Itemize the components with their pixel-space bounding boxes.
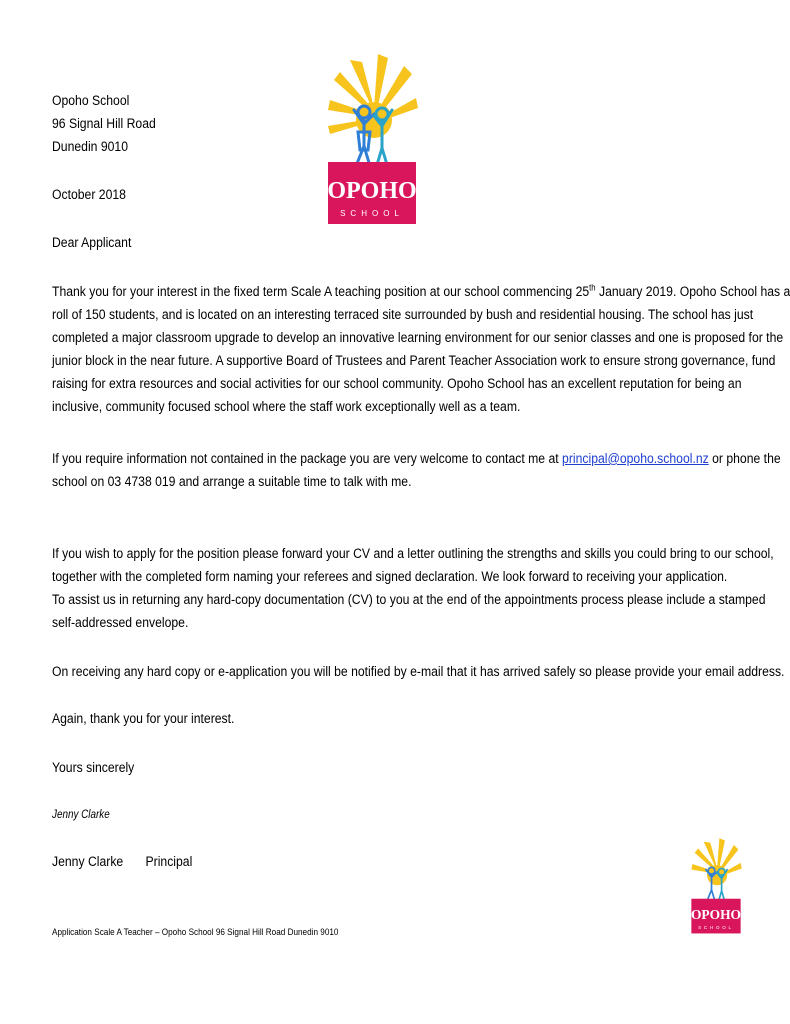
sun-icon — [328, 54, 418, 138]
apply-line3: To assist us in returning any hard-copy documentation (CV) to you at the end of the appointments process please include a stamped — [52, 592, 766, 608]
paragraph-apply — [52, 543, 774, 635]
apply-line1: If you wish to apply for the position please forward your CV and a letter outlining the strengths and skills you could bring to our school, — [52, 546, 774, 562]
logo-subword: SCHOOL — [340, 209, 404, 218]
contact-line2: school on 03 4738 019 and arrange a suitable time to talk with me. — [52, 474, 412, 490]
paragraph-intro — [52, 281, 790, 419]
intro-line4: junior block in the near future. A supportive Board of Trustees and Parent Teacher Association work to ensure strong governance, fund — [52, 353, 776, 369]
closing: Yours sincerely — [52, 760, 135, 776]
school-logo — [326, 50, 418, 225]
email-link[interactable]: principal@opoho.school.nz — [562, 451, 709, 467]
signoff — [52, 851, 192, 874]
intro-line3: completed a major classroom upgrade to develop an innovative learning environment for our senior classes and one is proposed for the — [52, 330, 784, 346]
intro-superscript: th — [589, 282, 596, 293]
logo-word: OPOHO — [327, 178, 417, 204]
address-street: 96 Signal Hill Road — [52, 116, 156, 132]
paragraph-contact — [52, 448, 781, 494]
footer-logo-word: OPOHO — [690, 906, 742, 922]
salutation: Dear Applicant — [52, 235, 132, 251]
address-block — [52, 90, 156, 159]
intro-line5: raising for extra resources and social activities for our school community. Opoho School has an excellent reputation for being an — [52, 376, 742, 392]
footer-logo-subword: SCHOOL — [698, 924, 734, 930]
footer-logo — [690, 836, 742, 934]
address-name: Opoho School — [52, 93, 130, 109]
paragraph-notification: On receiving any hard copy or e-application you will be notified by e-mail that it has arrived safely so please provide your email address. — [52, 664, 785, 680]
paragraph-thanks: Again, thank you for your interest. — [52, 711, 235, 727]
intro-line1a: Thank you for your interest in the fixed term Scale A teaching position at our school commencing 25 — [52, 284, 590, 300]
signoff-title: Principal — [145, 854, 193, 870]
footer-text: Application Scale A Teacher – Opoho School 96 Signal Hill Road Dunedin 9010 — [52, 927, 339, 938]
contact-line1a: If you require information not contained in the package you are very welcome to contact me at — [52, 451, 563, 467]
intro-line1b: January 2019. Opoho School has a — [595, 284, 790, 300]
address-city: Dunedin 9010 — [52, 139, 128, 155]
signoff-name: Jenny Clarke — [52, 854, 124, 870]
intro-line2: roll of 150 students, and is located on an interesting terraced site surrounded by bush and residential housing. The school has just — [52, 307, 754, 323]
intro-line6: inclusive, community focused school where the staff work exceptionally well as a team. — [52, 399, 521, 415]
apply-line4: self-addressed envelope. — [52, 615, 189, 631]
letter-date: October 2018 — [52, 187, 126, 203]
signature: Jenny Clarke — [52, 809, 110, 821]
contact-line1b: or phone the — [708, 451, 781, 467]
footer-sun-icon — [691, 838, 741, 885]
apply-line2: together with the completed form naming your referees and signed declaration. We look forward to receiving your application. — [52, 569, 728, 585]
